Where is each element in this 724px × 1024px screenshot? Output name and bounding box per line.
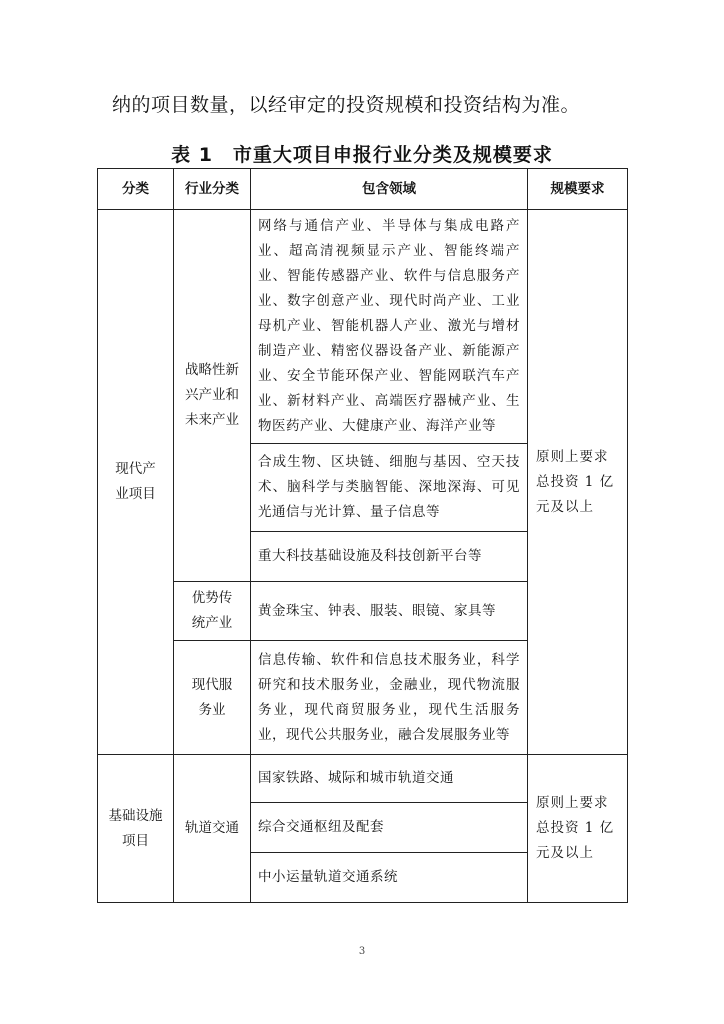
domain-strategic-industries: 网络与通信产业、半导体与集成电路产业、超高清视频显示产业、智能终端产业、智能传感器产业、软件与信息服务产业、数字创意产业、现代时尚产业、工业母机产业、智能机器人产业、激光与增材制造产业、精密仪器设备产业、新能源产业、安全节能环保产业、智能网联汽车产业、新材料产业、高端医疗器械产业、生物医药产业、大健康产业、海洋产业等 (251, 210, 528, 444)
category-infrastructure: 基础设施项目 (98, 755, 174, 903)
header-domain: 包含领域 (251, 169, 528, 210)
header-industry: 行业分类 (174, 169, 251, 210)
category-modern-industry: 现代产业项目 (98, 210, 174, 755)
industry-rail-transit: 轨道交通 (174, 755, 251, 903)
scale-requirement-infrastructure: 原则上要求总投资 1 亿元及以上 (528, 755, 628, 903)
industry-classification-table (97, 168, 628, 903)
domain-science-platforms: 重大科技基础设施及科技创新平台等 (251, 532, 528, 582)
domain-transport-hubs: 综合交通枢纽及配套 (251, 803, 528, 853)
header-category: 分类 (98, 169, 174, 210)
scale-requirement-modern: 原则上要求总投资 1 亿元及以上 (528, 210, 628, 755)
table-caption: 表 1 市重大项目申报行业分类及规模要求 (171, 144, 553, 166)
domain-modern-services: 信息传输、软件和信息技术服务业，科学研究和技术服务业，金融业，现代物流服务业，现代商贸服务业，现代生活服务业，现代公共服务业，融合发展服务业等 (251, 641, 528, 755)
intro-paragraph-line: 纳的项目数量，以经审定的投资规模和投资结构为准。 (112, 94, 581, 116)
domain-traditional: 黄金珠宝、钟表、服装、眼镜、家具等 (251, 582, 528, 641)
industry-strategic-emerging: 战略性新兴产业和未来产业 (174, 210, 251, 582)
industry-traditional: 优势传统产业 (174, 582, 251, 641)
domain-light-rail: 中小运量轨道交通系统 (251, 853, 528, 903)
header-scale: 规模要求 (528, 169, 628, 210)
page-number: 3 (358, 946, 366, 957)
table-header-row (98, 169, 628, 210)
domain-rail-networks: 国家铁路、城际和城市轨道交通 (251, 755, 528, 803)
table-row (98, 755, 628, 803)
domain-future-industries: 合成生物、区块链、细胞与基因、空天技术、脑科学与类脑智能、深地深海、可见光通信与光计算、量子信息等 (251, 444, 528, 532)
table-row (98, 210, 628, 444)
industry-modern-services: 现代服务业 (174, 641, 251, 755)
